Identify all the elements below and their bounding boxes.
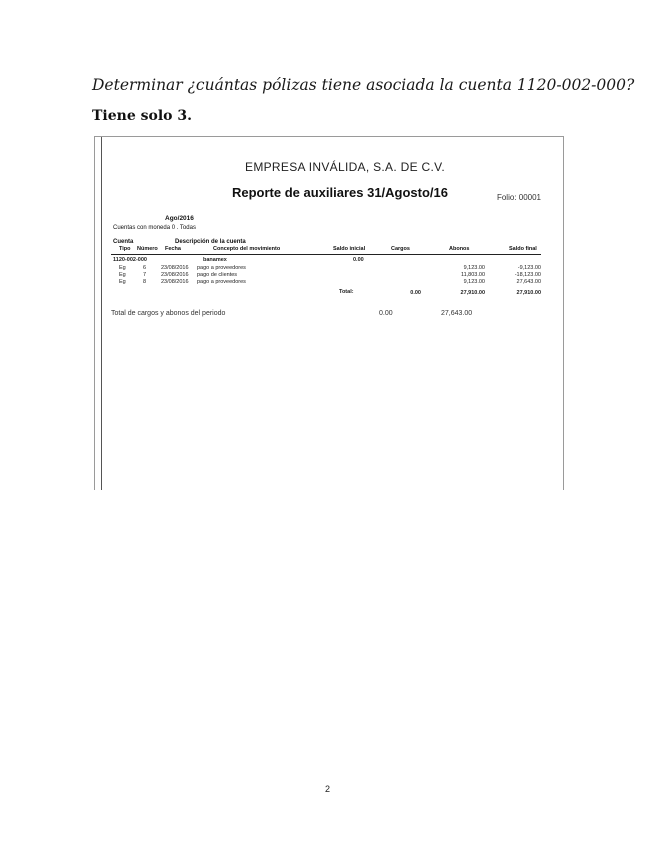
header-numero: Número	[137, 246, 158, 252]
account-saldo-inicial: 0.00	[353, 257, 364, 263]
row-3-tipo: Eg	[119, 279, 126, 285]
row-2-saldo-final: -18,123.00	[514, 272, 541, 278]
header-concepto: Concepto del movimiento	[213, 246, 281, 252]
row-1-saldo-final: -9,123.00	[517, 265, 541, 271]
account-name: banamex	[203, 257, 227, 263]
row-2-concepto: pago de clientes	[197, 272, 238, 278]
report-filter: Cuentas con moneda 0 . Todas	[113, 225, 196, 231]
header-saldo-final: Saldo final	[509, 246, 537, 252]
row-1-abonos: 9,123.00	[463, 265, 485, 271]
account-code: 1120-002-000	[113, 257, 147, 263]
row-1-tipo: Eg	[119, 265, 126, 271]
total-label: Total:	[339, 289, 354, 295]
report-screenshot	[94, 136, 564, 490]
row-2-abonos: 11,803.00	[460, 272, 485, 278]
row-1-numero: 6	[143, 265, 147, 271]
row-2-tipo: Eg	[119, 272, 126, 278]
question-text: Determinar ¿cuántas pólizas tiene asociada la cuenta 1120-002-000?	[92, 76, 635, 94]
summary-label: Total de cargos y abonos del periodo	[111, 310, 226, 317]
header-saldo-inicial: Saldo inicial	[333, 246, 366, 252]
total-abonos: 27,910.00	[460, 290, 485, 296]
page-number: 2	[324, 784, 330, 794]
summary-cargos: 0.00	[379, 310, 393, 317]
row-3-saldo-final: 27,643.00	[516, 279, 541, 285]
answer-text: Tiene solo 3.	[92, 108, 192, 124]
total-cargos: 0.00	[410, 290, 421, 296]
header-tipo: Tipo	[119, 246, 131, 252]
header-fecha: Fecha	[165, 246, 181, 252]
row-3-fecha: 23/08/2016	[161, 279, 189, 285]
folio-label: Folio: 00001	[496, 193, 541, 202]
row-3-numero: 8	[143, 279, 147, 285]
company-name: EMPRESA INVÁLIDA, S.A. DE C.V.	[245, 160, 445, 174]
summary-abonos: 27,643.00	[441, 310, 473, 317]
row-1-fecha: 23/08/2016	[161, 265, 189, 271]
header-abonos: Abonos	[449, 246, 470, 252]
total-saldo-final: 27,910.00	[516, 290, 541, 296]
row-2-fecha: 23/08/2016	[161, 272, 189, 278]
header-cuenta: Cuenta	[113, 239, 134, 245]
row-1-concepto: pago a proveedores	[197, 265, 246, 271]
report-period: Ago/2016	[165, 215, 194, 222]
row-2-numero: 7	[143, 272, 147, 278]
report-title: Reporte de auxiliares 31/Agosto/16	[231, 185, 449, 200]
header-cargos: Cargos	[391, 246, 410, 252]
row-3-concepto: pago a proveedores	[197, 279, 246, 285]
row-3-abonos: 9,123.00	[463, 279, 485, 285]
header-descripcion: Descripción de la cuenta	[175, 239, 246, 245]
header-rule	[111, 254, 541, 255]
